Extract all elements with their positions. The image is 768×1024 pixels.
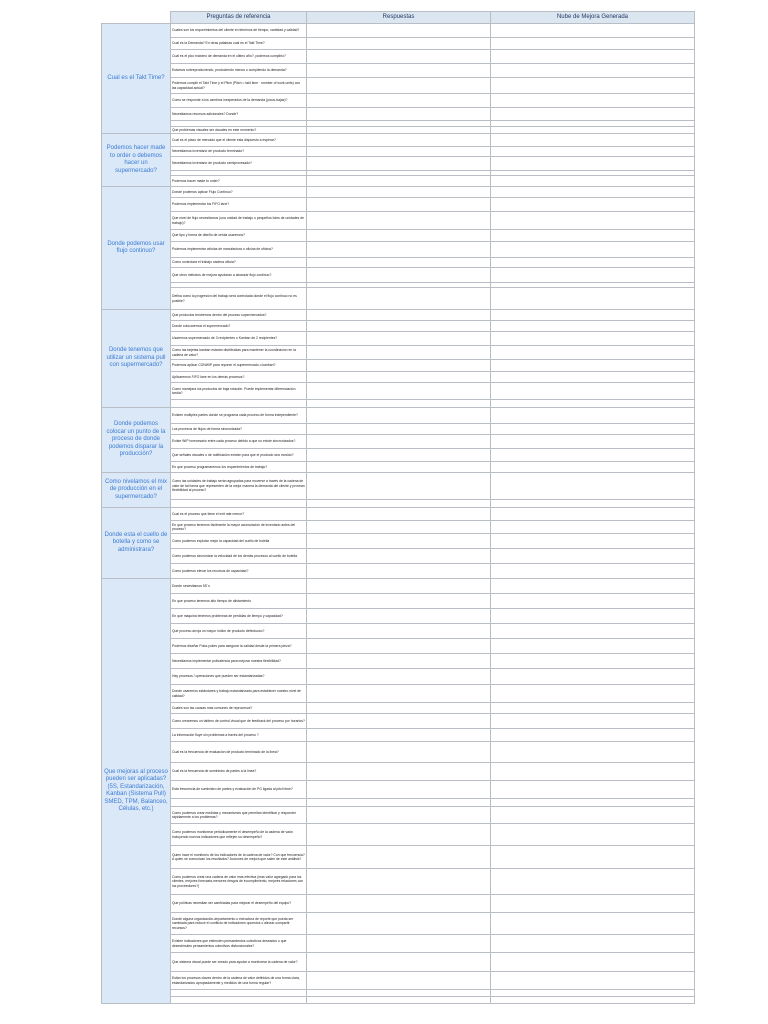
improvement-cloud-cell[interactable]: [491, 38, 695, 50]
question-cell: Donde usaremos estándares y trabajo estandarizado para establecer nuestro nivel de calidad?: [171, 685, 307, 703]
question-cell: En que proceso tenemos alto tiempo de alistamiento: [171, 594, 307, 609]
question-cell: Que políticas necesitan ser cambiadas para mejorar el desempeño del equipo?: [171, 895, 307, 913]
improvement-cloud-cell[interactable]: [491, 639, 695, 654]
answer-cell[interactable]: [307, 230, 491, 242]
table-row: [102, 799, 695, 807]
improvement-cloud-cell[interactable]: [491, 763, 695, 781]
section-label: Cual es el Takt Time?: [102, 24, 171, 134]
answer-cell[interactable]: [307, 990, 491, 997]
improvement-cloud-cell[interactable]: [491, 424, 695, 435]
group-column-header: [102, 12, 171, 24]
answer-cell[interactable]: [307, 187, 491, 198]
question-cell: Que nivel de flujo necesitamos (una unidad de trabajo o pequeños lotes de unidades de trabajo)?: [171, 212, 307, 230]
improvement-cloud-cell[interactable]: [491, 346, 695, 360]
improvement-cloud-cell[interactable]: [491, 332, 695, 346]
table-row: [102, 624, 695, 639]
table-row: [102, 176, 695, 187]
improvement-cloud-cell[interactable]: [491, 742, 695, 763]
answer-cell[interactable]: [307, 997, 491, 1004]
answer-cell[interactable]: [307, 594, 491, 609]
improvement-cloud-cell[interactable]: [491, 127, 695, 134]
improvement-cloud-cell[interactable]: [491, 108, 695, 121]
answer-cell[interactable]: [307, 157, 491, 171]
improvement-cloud-cell[interactable]: [491, 500, 695, 508]
improvement-cloud-cell[interactable]: [491, 895, 695, 913]
improvement-cloud-cell[interactable]: [491, 521, 695, 534]
question-cell: Quien hace el monitoreo de los indicadores de la cadena de valor? Con que frecuencia? A quien se comunican los resultados? Acciones de mejora que salen de este análisis?: [171, 846, 307, 869]
improvement-cloud-cell[interactable]: [491, 549, 695, 564]
answer-cell[interactable]: [307, 321, 491, 332]
improvement-cloud-cell[interactable]: [491, 268, 695, 283]
table-row: [102, 462, 695, 473]
answer-cell[interactable]: [307, 108, 491, 121]
improvement-cloud-cell[interactable]: [491, 913, 695, 935]
answer-cell[interactable]: [307, 913, 491, 935]
answer-cell[interactable]: [307, 953, 491, 972]
answer-cell[interactable]: [307, 435, 491, 449]
question-cell: Como manejara los productos de baja rotación. Puede implementar diferenciación tardía?: [171, 383, 307, 400]
question-cell: Que proceso arroja un mayor índice de producto defectuoso?: [171, 624, 307, 639]
answer-cell[interactable]: [307, 310, 491, 321]
answer-cell[interactable]: [307, 763, 491, 781]
improvement-cloud-cell[interactable]: [491, 807, 695, 824]
question-matrix-table: [101, 11, 695, 1004]
table-row: [102, 579, 695, 594]
table-row: [102, 127, 695, 134]
table-row: [102, 346, 695, 360]
question-cell: Como crearemos un tablero de control visual que de feedback del proceso por horarios?: [171, 714, 307, 729]
header-row: [102, 12, 695, 24]
question-cell: [171, 990, 307, 997]
improvement-cloud-cell[interactable]: [491, 685, 695, 703]
table-row: [102, 669, 695, 685]
question-cell: Aplicaremos FIFO lane en los demás procesos?: [171, 372, 307, 383]
improvement-cloud-cell[interactable]: [491, 953, 695, 972]
improvement-cloud-cell[interactable]: [491, 78, 695, 94]
question-cell: Necesitamos implementar polivalencia para mejorar nuestra flexibilidad?: [171, 654, 307, 669]
answer-cell[interactable]: [307, 508, 491, 521]
answer-cell[interactable]: [307, 824, 491, 846]
improvement-cloud-cell[interactable]: [491, 729, 695, 742]
answer-cell[interactable]: [307, 134, 491, 147]
question-cell: Podemos hacer made to order?: [171, 176, 307, 187]
answer-cell[interactable]: [307, 935, 491, 953]
table-row: [102, 846, 695, 869]
table-row: [102, 408, 695, 424]
answer-cell[interactable]: [307, 288, 491, 310]
improvement-cloud-cell[interactable]: [491, 408, 695, 424]
improvement-cloud-cell[interactable]: [491, 846, 695, 869]
answer-cell[interactable]: [307, 346, 491, 360]
answer-cell[interactable]: [307, 473, 491, 500]
table-row: [102, 895, 695, 913]
question-cell: Que problemas visuales ser visuales en este momento?: [171, 127, 307, 134]
answer-cell[interactable]: [307, 449, 491, 462]
question-cell: La información fluye sin problemas a través del proceso ?: [171, 729, 307, 742]
table-row: [102, 534, 695, 549]
table-row: [102, 763, 695, 781]
answer-cell[interactable]: [307, 685, 491, 703]
answer-cell[interactable]: [307, 714, 491, 729]
table-row: [102, 654, 695, 669]
table-row: [102, 521, 695, 534]
answer-cell[interactable]: [307, 534, 491, 549]
improvement-cloud-cell[interactable]: [491, 435, 695, 449]
section-label: Podemos hacer made to order o debemos hacer un supermercado?: [102, 134, 171, 187]
improvement-cloud-cell[interactable]: [491, 624, 695, 639]
answer-cell[interactable]: [307, 895, 491, 913]
table-row: [102, 424, 695, 435]
table-row: [102, 268, 695, 283]
answer-cell[interactable]: [307, 38, 491, 50]
answer-cell[interactable]: [307, 807, 491, 824]
section-label: Como nivelamos el mix de producción en el supermercado?: [102, 473, 171, 508]
table-row: [102, 953, 695, 972]
question-cell: [171, 799, 307, 807]
table-row: [102, 435, 695, 449]
table-row: [102, 288, 695, 310]
table-row: [102, 38, 695, 50]
question-cell: En que proceso programaremos los requerimientos de trabajo?: [171, 462, 307, 473]
table-row: [102, 500, 695, 508]
improvement-cloud-cell[interactable]: [491, 157, 695, 171]
question-cell: Como podemos elevar los recursos de capacidad?: [171, 564, 307, 579]
table-row: [102, 639, 695, 654]
question-cell: Cual es la frecuencia de evaluación de producto terminado de la linea?: [171, 742, 307, 763]
table-row: [102, 549, 695, 564]
improvement-cloud-cell[interactable]: [491, 609, 695, 624]
answer-cell[interactable]: [307, 549, 491, 564]
question-cell: Podemos diseñar Poka-yokes para asegurar la calidad desde la primera pieza?: [171, 639, 307, 654]
improvement-cloud-cell[interactable]: [491, 579, 695, 594]
table-row: [102, 594, 695, 609]
question-cell: Necesitamos inventario de producto terminado?: [171, 147, 307, 157]
question-cell: Necesitamos inventario de producto semiprocesado?: [171, 157, 307, 171]
improvement-cloud-cell[interactable]: [491, 187, 695, 198]
table-row: [102, 990, 695, 997]
answer-cell[interactable]: [307, 408, 491, 424]
table-row: [102, 230, 695, 242]
table-row: [102, 913, 695, 935]
improvement-cloud-cell[interactable]: [491, 935, 695, 953]
table-row: [102, 383, 695, 400]
table-row: [102, 360, 695, 372]
table-row: [102, 449, 695, 462]
table-row: [102, 94, 695, 108]
improvement-cloud-cell[interactable]: [491, 134, 695, 147]
improvement-cloud-cell[interactable]: [491, 972, 695, 990]
answer-cell[interactable]: [307, 332, 491, 346]
question-cell: Existen multiples partes donde se programa cada proceso de forma independiente?: [171, 408, 307, 424]
table-row: [102, 321, 695, 332]
table-row: [102, 685, 695, 703]
answer-cell[interactable]: [307, 360, 491, 372]
question-cell: Que sistema visual puede ser creado para ayudar a monitorear la cadena de valor?: [171, 953, 307, 972]
answer-cell[interactable]: [307, 400, 491, 408]
table-row: [102, 332, 695, 346]
improvement-cloud-cell[interactable]: [491, 508, 695, 521]
question-cell: Que productos tendremos dentro del proceso supermercados?: [171, 310, 307, 321]
answer-cell[interactable]: [307, 372, 491, 383]
question-cell: Donde necesitamos 5S´s: [171, 579, 307, 594]
question-cell: Como las tarjetas kanban estarán distribuidas para mantener la coordinacion en la cadena de valor?: [171, 346, 307, 360]
table-row: [102, 869, 695, 895]
question-cell: Cual es la Demanda? En otras palabras cual es el Takt Time?: [171, 38, 307, 50]
answer-cell[interactable]: [307, 64, 491, 78]
question-cell: Usaremos supermercado de 3 recipientes o Kanban de 2 recipientes?: [171, 332, 307, 346]
question-cell: Cual es el proceso que tiene el exit rate menor?: [171, 508, 307, 521]
table-row: [102, 508, 695, 521]
answer-cell[interactable]: [307, 624, 491, 639]
question-cell: Podemos implementar los FIFO lane?: [171, 198, 307, 212]
table-row: [102, 64, 695, 78]
table-row: [102, 310, 695, 321]
table-row: [102, 212, 695, 230]
table-row: [102, 50, 695, 64]
question-cell: Podemos implementar células de manufactura o oficina de oficina?: [171, 242, 307, 258]
improvement-cloud-cell[interactable]: [491, 781, 695, 799]
question-cell: Como las unidades de trabajo serán agrupadas para moverse a través de la cadena de valor de tal forma que representen de la mejor manera la demanda del cliente y provean flexibilidad al proceso?: [171, 473, 307, 500]
table-row: [102, 134, 695, 147]
improvement-cloud-cell[interactable]: [491, 669, 695, 685]
table-row: [102, 78, 695, 94]
improvement-cloud-cell[interactable]: [491, 242, 695, 258]
table-row: [102, 781, 695, 799]
question-cell: [171, 500, 307, 508]
question-cell: Donde podemos aplicar Flujo Continuo?: [171, 187, 307, 198]
improvement-cloud-cell[interactable]: [491, 360, 695, 372]
table-row: [102, 564, 695, 579]
table-row: [102, 187, 695, 198]
table-row: [102, 742, 695, 763]
improvement-cloud-cell[interactable]: [491, 654, 695, 669]
answer-cell[interactable]: [307, 639, 491, 654]
answer-cell[interactable]: [307, 147, 491, 157]
question-cell: Como se responde a los cambios inesperados de la demanda (picos-bajas)?: [171, 94, 307, 108]
section-label: Donde podemos colocar un punto de la proceso de donde podemos disparar la producción?: [102, 408, 171, 473]
improvement-cloud-cell[interactable]: [491, 176, 695, 187]
question-cell: Que otros métodos de mejora ayudaran a alcanzar flujo continuo?: [171, 268, 307, 283]
answer-cell[interactable]: [307, 742, 491, 763]
table-row: [102, 473, 695, 500]
table-row: [102, 400, 695, 408]
section-label: Donde podemos usar flujo continuo?: [102, 187, 171, 310]
improvement-cloud-cell[interactable]: [491, 230, 695, 242]
question-cell: Esta frecuencia de suministro de partes y evaluación de PG ligada al pitch time?: [171, 781, 307, 799]
improvement-cloud-cell[interactable]: [491, 594, 695, 609]
section-label: Que mejoras al proceso pueden ser aplicadas? (5S, Estandarización, Kanban (Sistema Pull) SMED, TPM, Balanceo, Células, etc.): [102, 579, 171, 1004]
improvement-cloud-cell[interactable]: [491, 564, 695, 579]
table-row: [102, 198, 695, 212]
question-cell: Podemos aplicar CONWIP para reponer el supermercado o kanban?: [171, 360, 307, 372]
question-cell: Como podemos crear medidas y mecanismos que permitan identificar y responder rápidamente a los problemas?: [171, 807, 307, 824]
answer-cell[interactable]: [307, 198, 491, 212]
answer-cell[interactable]: [307, 579, 491, 594]
answer-cell[interactable]: [307, 424, 491, 435]
improvement-cloud-cell[interactable]: [491, 147, 695, 157]
answer-cell[interactable]: [307, 127, 491, 134]
answer-cell[interactable]: [307, 500, 491, 508]
improvement-cloud-cell[interactable]: [491, 714, 695, 729]
question-cell: Cual es la frecuencia de suministro de partes a la linea?: [171, 763, 307, 781]
improvement-cloud-cell[interactable]: [491, 24, 695, 38]
question-cell: Necesitamos recursos adicionales? Donde?: [171, 108, 307, 121]
table-row: [102, 24, 695, 38]
table-row: [102, 935, 695, 953]
improvement-cloud-cell[interactable]: [491, 449, 695, 462]
table-row: [102, 157, 695, 171]
question-cell: Como podemos monitorear periódicamente el desempeño de la cadena de valor. Incluyendo nuevos indicadores que reflejen su desempeño?: [171, 824, 307, 846]
question-cell: Existen indicadores que estimulen pensamientos colectivos deseados o que desestimulen pensamientos colectivos disfuncionales?: [171, 935, 307, 953]
answer-cell[interactable]: [307, 212, 491, 230]
table-row: [102, 703, 695, 714]
question-cell: En que proceso tenemos fácilmente la mayor acumulación de inventario antes del proceso?: [171, 521, 307, 534]
improvement-cloud-cell[interactable]: [491, 997, 695, 1004]
question-cell: Donde colocaremos el supermercado?: [171, 321, 307, 332]
question-cell: Donde alguna organización-departamento o estructura de reporte que pueda ser cambiada para reducir el conflicto de indicadores opuestos o alinear-compartir recursos?: [171, 913, 307, 935]
table-row: [102, 108, 695, 121]
question-cell: [171, 997, 307, 1004]
table-row: [102, 242, 695, 258]
question-cell: En que maquina tenemos problemas de perdidas de tiempo y capacidad?: [171, 609, 307, 624]
answers-column-header: Respuestas: [307, 12, 491, 24]
improvement-cloud-cell[interactable]: [491, 462, 695, 473]
answer-cell[interactable]: [307, 654, 491, 669]
improvement-cloud-cell[interactable]: [491, 64, 695, 78]
answer-cell[interactable]: [307, 781, 491, 799]
improvement-cloud-cell[interactable]: [491, 212, 695, 230]
answer-cell[interactable]: [307, 972, 491, 990]
improvement-cloud-column-header: Nube de Mejora Generada: [491, 12, 695, 24]
answer-cell[interactable]: [307, 669, 491, 685]
table-row: [102, 258, 695, 268]
answer-cell[interactable]: [307, 609, 491, 624]
answer-cell[interactable]: [307, 729, 491, 742]
answer-cell[interactable]: [307, 799, 491, 807]
answer-cell[interactable]: [307, 383, 491, 400]
improvement-cloud-cell[interactable]: [491, 534, 695, 549]
improvement-cloud-cell[interactable]: [491, 50, 695, 64]
answer-cell[interactable]: [307, 50, 491, 64]
question-cell: Como podemos crear una cadena de valor mas efectiva (mas valor agregado para los clientes, mejores forecasts,menores riesgos de incumplimiento, mejores relaciones con los proveedores?): [171, 869, 307, 895]
answer-cell[interactable]: [307, 462, 491, 473]
improvement-cloud-cell[interactable]: [491, 703, 695, 714]
section-label: Donde esta el cuello de botella y como se administrara?: [102, 508, 171, 579]
improvement-cloud-cell[interactable]: [491, 869, 695, 895]
improvement-cloud-cell[interactable]: [491, 258, 695, 268]
answer-cell[interactable]: [307, 78, 491, 94]
improvement-cloud-cell[interactable]: [491, 799, 695, 807]
improvement-cloud-cell[interactable]: [491, 400, 695, 408]
improvement-cloud-cell[interactable]: [491, 372, 695, 383]
answer-cell[interactable]: [307, 564, 491, 579]
question-cell: Como controlará el trabajo cadena célula?: [171, 258, 307, 268]
question-cell: Estamos sobreproduciendo, produciendo menos o cumpliendo la demanda?: [171, 64, 307, 78]
answer-cell[interactable]: [307, 268, 491, 283]
table-row: [102, 147, 695, 157]
answer-cell[interactable]: [307, 94, 491, 108]
table-row: [102, 824, 695, 846]
improvement-cloud-cell[interactable]: [491, 321, 695, 332]
answer-cell[interactable]: [307, 176, 491, 187]
answer-cell[interactable]: [307, 521, 491, 534]
table-row: [102, 372, 695, 383]
question-cell: [171, 400, 307, 408]
table-row: [102, 807, 695, 824]
answer-cell[interactable]: [307, 242, 491, 258]
table-row: [102, 714, 695, 729]
question-cell: Defina como la progresión del trabajo será controlada donde el flujo continuo no es posible?: [171, 288, 307, 310]
question-cell: Que tipo y forma de diseño de célula usaremos?: [171, 230, 307, 242]
table-row: [102, 972, 695, 990]
questions-column-header: Preguntas de referencia: [171, 12, 307, 24]
improvement-cloud-cell[interactable]: [491, 288, 695, 310]
table-body: [102, 24, 695, 1004]
improvement-cloud-cell[interactable]: [491, 824, 695, 846]
question-cell: Como podemos explotar mejor la capacidad del cuello de botella: [171, 534, 307, 549]
question-cell: Cuales son los requerimientos del cliente en términos de tiempo, cantidad y calidad?: [171, 24, 307, 38]
answer-cell[interactable]: [307, 846, 491, 869]
question-cell: Existe WIP innecesario entre cada proceso debido a que no existe sincronizados?: [171, 435, 307, 449]
improvement-cloud-cell[interactable]: [491, 310, 695, 321]
question-cell: Los procesos de flujos de forma sincronizada?: [171, 424, 307, 435]
answer-cell[interactable]: [307, 703, 491, 714]
table-row: [102, 729, 695, 742]
improvement-cloud-cell[interactable]: [491, 990, 695, 997]
improvement-cloud-cell[interactable]: [491, 473, 695, 500]
question-cell: Hay procesos / operaciones que pueden ser estandarizadas?: [171, 669, 307, 685]
question-cell: Que señales visuales o de notificación existen para que el producto sea movido?: [171, 449, 307, 462]
improvement-cloud-cell[interactable]: [491, 198, 695, 212]
improvement-cloud-cell[interactable]: [491, 383, 695, 400]
answer-cell[interactable]: [307, 258, 491, 268]
table-row: [102, 997, 695, 1004]
answer-cell[interactable]: [307, 869, 491, 895]
question-cell: Cual es el pico máximo de demanda en el ultimo año?, podemos cumplirlo?: [171, 50, 307, 64]
section-label: Donde tenemos que utilizar un sistema pull con supermercado?: [102, 310, 171, 408]
question-cell: Están los procesos claves dentro de la cadena de valor definidos de una forma clara, estandarizados apropiadamente y medidos de una forma regular?: [171, 972, 307, 990]
question-cell: Cuales son las causas mas comunes de reprocesos?: [171, 703, 307, 714]
question-cell: Cual es el plazo de mercado que el cliente esta dispuesto a esperar?: [171, 134, 307, 147]
question-cell: Como podemos sincronizar la velocidad de los demás procesos al cuello de botella: [171, 549, 307, 564]
improvement-cloud-cell[interactable]: [491, 94, 695, 108]
table-row: [102, 609, 695, 624]
question-cell: Podemos cumplir el Takt Time y el Pitch (Pitch = takt time · number of work units) con las capacidad actual?: [171, 78, 307, 94]
answer-cell[interactable]: [307, 24, 491, 38]
